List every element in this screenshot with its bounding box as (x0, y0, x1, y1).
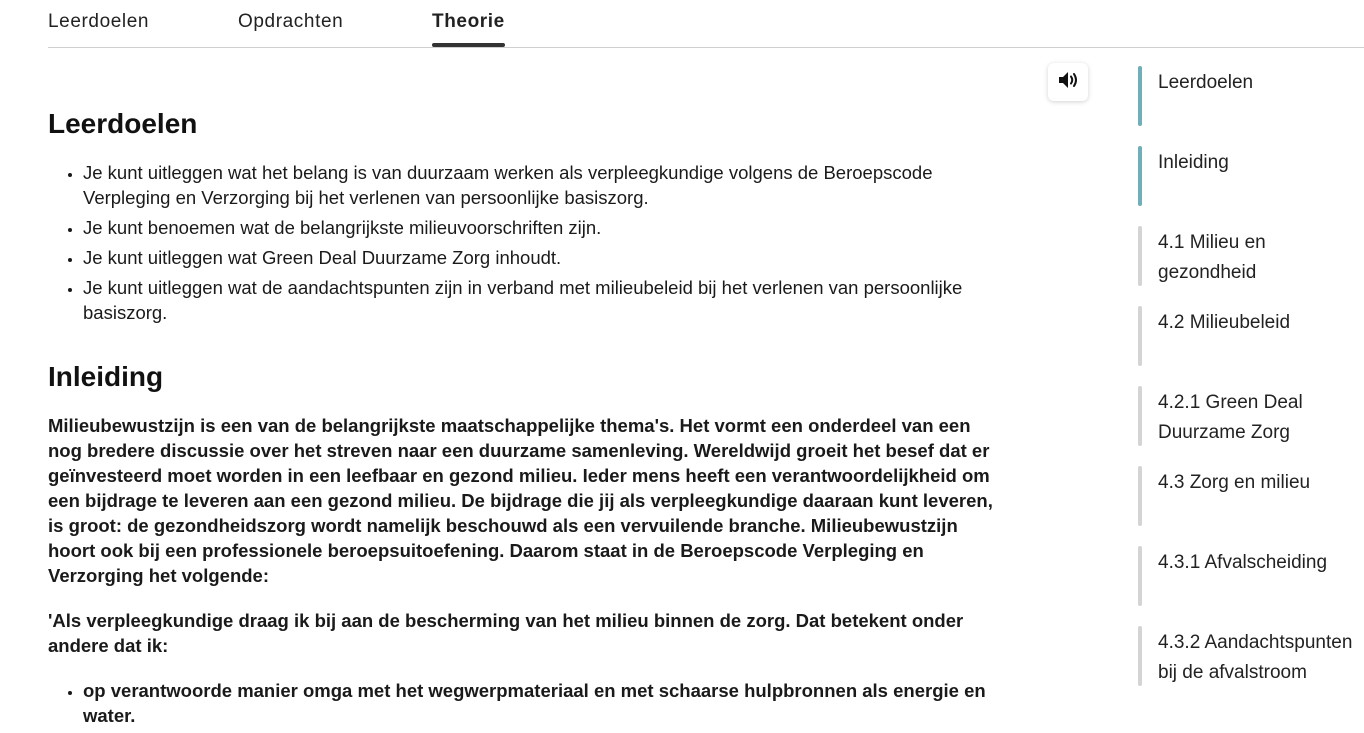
toc-label: 4.3.2 Aandachtspunten bij de afvalstroom (1158, 632, 1353, 683)
intro-paragraph: Milieubewustzijn is een van de belangrijkste maatschappelijke thema's. Het vormt een onderdeel van een nog bredere discussie over het streven naar een duurzame samenleving. Wereldwijd groeit het besef dat er geïnvesteerd moet worden in een leefbaar en gezond milieu. Ieder mens heeft een verantwoordelijkheid om een bijdrage te leveren aan een gezond milieu. De bijdrage die jij als verpleegkundige daaraan kunt leveren, is groot: de gezondheidszorg wordt namelijk beschouwd als een vervuilende branche. Milieubewustzijn hoort ook bij een professionele beroepsuitoefening. Daarom staat in de Beroepscode Verpleging en Verzorging het volgende: (48, 415, 993, 586)
toc-indicator (1138, 546, 1142, 606)
toc-indicator (1138, 226, 1142, 286)
list-item: • op verantwoorde manier omga met het wegwerpmateriaal en met schaarse hulpbronnen als energie en water. (83, 678, 1008, 728)
tab-leerdoelen[interactable]: Leerdoelen (48, 11, 150, 32)
toc-label: 4.3.1 Afvalscheiding (1158, 552, 1328, 573)
learning-goals-list (48, 160, 1008, 325)
toc-label: 4.1 Milieu en gezondheid (1158, 232, 1266, 283)
speaker-icon (1057, 70, 1079, 95)
toc-label: 4.3 Zorg en milieu (1158, 472, 1311, 493)
toc-label: Inleiding (1158, 152, 1229, 173)
section-title-inleiding: Inleiding (48, 361, 164, 392)
list-item: • Je kunt uitleggen wat de aandachtspunten zijn in verband met milieubeleid bij het verlenen van persoonlijke basiszorg. (83, 275, 1008, 325)
list-item: • Je kunt uitleggen wat het belang is van duurzaam werken als verpleegkundige volgens de Beroepscode Verpleging en Verzorging bij het verlenen van persoonlijke basiszorg. (83, 160, 1008, 210)
toc-indicator (1138, 146, 1142, 206)
toc-indicator (1138, 306, 1142, 366)
quote-list (48, 678, 1008, 728)
list-item: • Je kunt benoemen wat de belangrijkste milieuvoorschriften zijn. (83, 215, 1008, 240)
read-aloud-button[interactable] (1048, 63, 1088, 101)
toc-indicator (1138, 66, 1142, 126)
toc-label: 4.2 Milieubeleid (1158, 312, 1291, 333)
toc-indicator (1138, 626, 1142, 686)
tab-bar (48, 0, 1364, 48)
toc-label: Leerdoelen (1158, 72, 1254, 93)
quote-paragraph: 'Als verpleegkundige draag ik bij aan de bescherming van het milieu binnen de zorg. Dat betekent onder andere dat ik: (48, 610, 964, 656)
toc-label: 4.2.1 Green Deal Duurzame Zorg (1158, 392, 1303, 443)
tab-opdrachten[interactable]: Opdrachten (238, 11, 344, 32)
theory-content (48, 100, 1008, 733)
tab-theorie[interactable]: Theorie (432, 11, 505, 45)
toc-indicator (1138, 466, 1142, 526)
toc-indicator (1138, 386, 1142, 446)
section-title-leerdoelen: Leerdoelen (48, 108, 198, 139)
list-item: • Je kunt uitleggen wat Green Deal Duurzame Zorg inhoudt. (83, 245, 1008, 270)
